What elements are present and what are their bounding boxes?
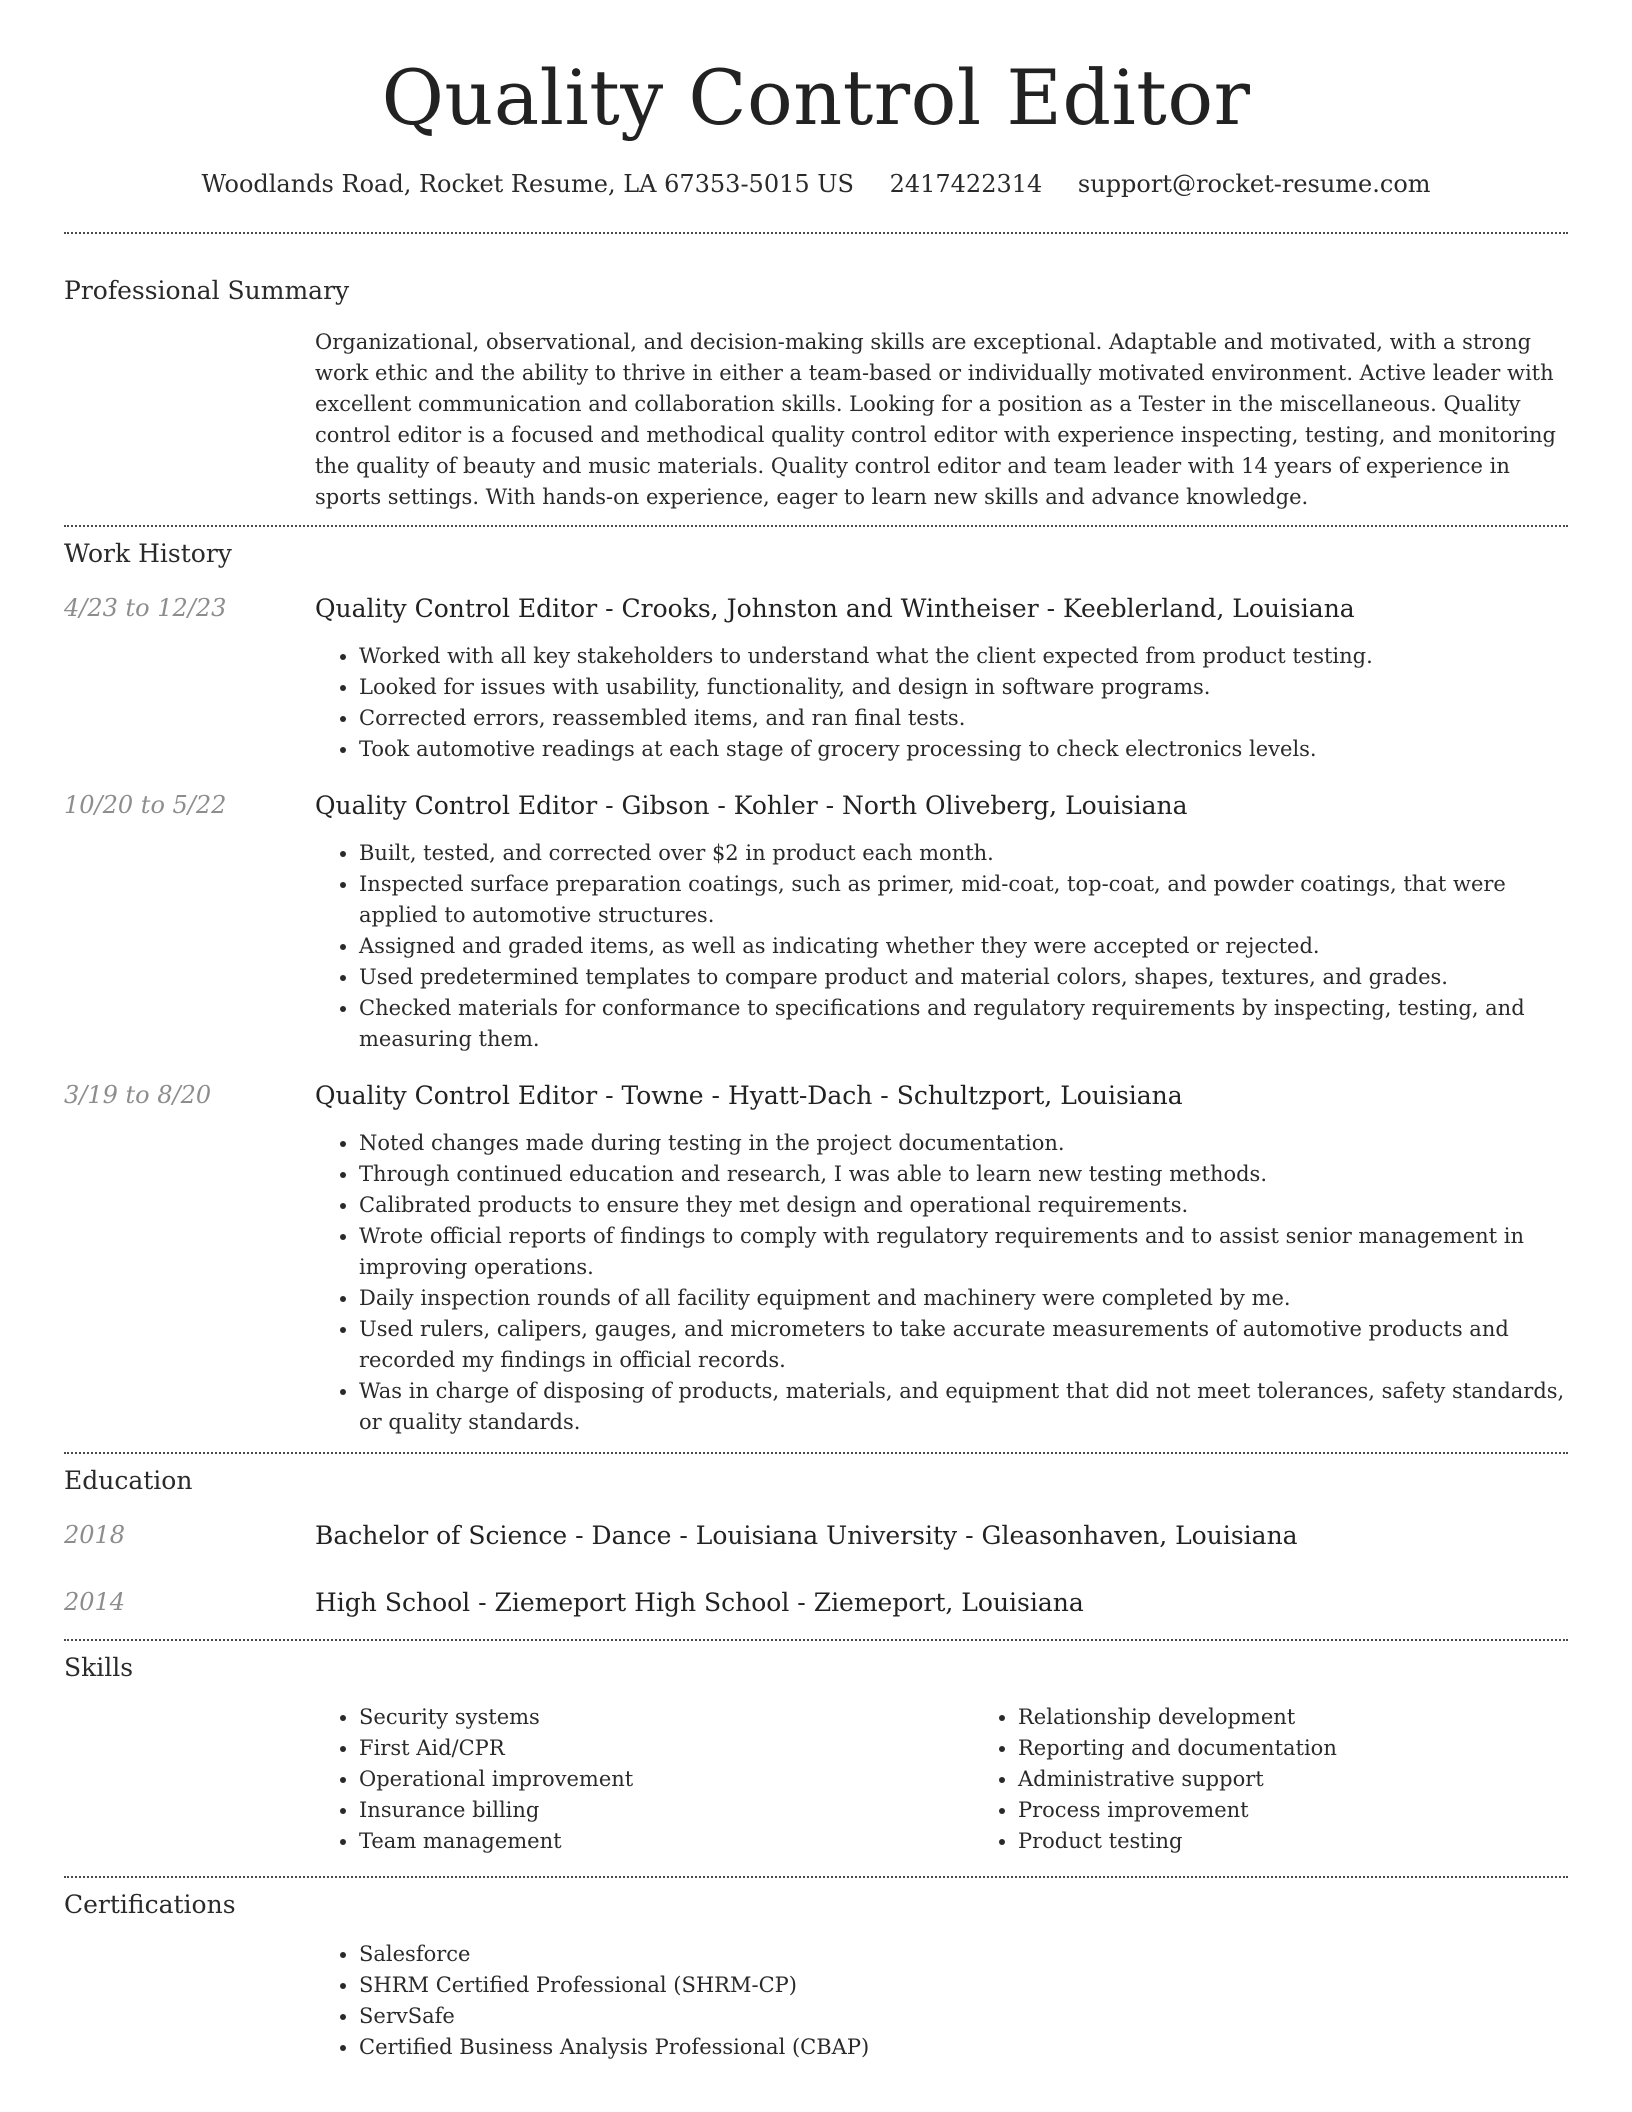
certifications-heading: Certifications [64, 1890, 236, 1919]
job-bullet: • Through continued education and research, I was able to learn new testing methods. [359, 1159, 1568, 1190]
certifications-row [64, 1939, 1568, 2063]
skills-section [64, 1653, 1568, 1857]
education-section [64, 1466, 1568, 1617]
job-dates: 3/19 to 8/20 [64, 1081, 212, 1109]
job-bullet: • Wrote official reports of findings to comply with regulatory requirements and to assist senior management in improving operations. [359, 1221, 1568, 1283]
skills-row [64, 1702, 1568, 1857]
section-divider [64, 1452, 1568, 1454]
skills-list-right [974, 1702, 1632, 1857]
job-bullet: • Calibrated products to ensure they met design and operational requirements. [359, 1190, 1568, 1221]
job-bullet: • Checked materials for conformance to specifications and regulatory requirements by inspecting, testing, and measuring them. [359, 993, 1568, 1055]
job-title: Quality Control Editor - Gibson - Kohler - North Oliveberg, Louisiana [315, 791, 1188, 820]
certifications-section [64, 1890, 1568, 2063]
summary-body [315, 327, 1568, 513]
certification-item: • Certified Business Analysis Professional (CBAP) [359, 2032, 1568, 2063]
skill-item: • Administrative support [1018, 1764, 1632, 1795]
education-title: High School - Ziemeport High School - Ziemeport, Louisiana [315, 1588, 1084, 1617]
skill-item: • Relationship development [1018, 1702, 1632, 1733]
summary-section [64, 276, 1568, 513]
education-year: 2018 [64, 1521, 126, 1549]
job-bullet: • Looked for issues with usability, functionality, and design in software programs. [359, 672, 1568, 703]
job-bullet: • Corrected errors, reassembled items, and ran final tests. [359, 703, 1568, 734]
skills-list-left [315, 1702, 974, 1857]
job-bullet: • Built, tested, and corrected over $2 in product each month. [359, 838, 1568, 869]
job-bullet: • Took automotive readings at each stage of grocery processing to check electronics levels. [359, 734, 1568, 765]
contact-email: support@rocket-resume.com [1077, 170, 1431, 198]
skill-item: • Reporting and documentation [1018, 1733, 1632, 1764]
job-bullet: • Noted changes made during testing in the project documentation. [359, 1128, 1568, 1159]
job-bullet: • Worked with all key stakeholders to understand what the client expected from product testing. [359, 641, 1568, 672]
education-entry [64, 1521, 1568, 1550]
skill-item: • Process improvement [1018, 1795, 1632, 1826]
job-bullet: • Was in charge of disposing of products, materials, and equipment that did not meet tolerances, safety standards, or quality standards. [359, 1376, 1568, 1438]
skills-heading: Skills [64, 1653, 134, 1682]
education-title: Bachelor of Science - Dance - Louisiana University - Gleasonhaven, Louisiana [315, 1521, 1298, 1550]
job-bullet: • Daily inspection rounds of all facility equipment and machinery were completed by me. [359, 1283, 1568, 1314]
job-dates: 10/20 to 5/22 [64, 791, 227, 819]
skills-columns [315, 1702, 1632, 1857]
skills-spacer [64, 1702, 315, 1857]
summary-spacer [64, 327, 315, 513]
work-history-heading: Work History [64, 539, 232, 568]
skill-item: • Operational improvement [359, 1764, 974, 1795]
certification-item: • SHRM Certified Professional (SHRM-CP) [359, 1970, 1568, 2001]
contact-address: Woodlands Road, Rocket Resume, LA 67353-5015 US [201, 170, 854, 198]
education-entry [64, 1588, 1568, 1617]
job-entry [64, 791, 1568, 1055]
section-divider [64, 232, 1568, 234]
section-divider [64, 525, 1568, 527]
skill-item: • Security systems [359, 1702, 974, 1733]
summary-heading: Professional Summary [64, 276, 350, 305]
job-dates: 4/23 to 12/23 [64, 594, 227, 622]
skill-item: • Insurance billing [359, 1795, 974, 1826]
skill-item: • Team management [359, 1826, 974, 1857]
job-entry [64, 1081, 1568, 1438]
job-bullet: • Used rulers, calipers, gauges, and micrometers to take accurate measurements of automotive products and recorded my findings in official records. [359, 1314, 1568, 1376]
job-bullet: • Assigned and graded items, as well as indicating whether they were accepted or rejected. [359, 931, 1568, 962]
work-history-section [64, 539, 1568, 1438]
certifications-body [315, 1939, 1568, 2063]
candidate-name: Quality Control Editor [381, 53, 1251, 142]
certification-item: • Salesforce [359, 1939, 1568, 1970]
certifications-spacer [64, 1939, 315, 2063]
summary-text: Organizational, observational, and decision-making skills are exceptional. Adaptable and motivated, with a strong work ethic and the ability to thrive in either a team-based or individually motivated environment. Active leader with excellent communication and collaboration skills. Looking for a position as a Tester in the miscellaneous. Quality control editor is a focused and methodical quality control editor with experience inspecting, testing, and monitoring the quality of beauty and music materials. Quality control editor and team leader with 14 years of experience in sports settings. With hands-on experience, eager to learn new skills and advance knowledge. [315, 330, 1556, 509]
resume-page [64, 0, 1568, 2063]
education-year: 2014 [64, 1588, 126, 1616]
certifications-list [315, 1939, 1568, 2063]
summary-row [64, 327, 1568, 513]
skill-item: • First Aid/CPR [359, 1733, 974, 1764]
job-bullets [315, 838, 1568, 1055]
education-heading: Education [64, 1466, 193, 1495]
section-divider [64, 1876, 1568, 1878]
certification-item: • ServSafe [359, 2001, 1568, 2032]
job-bullet: • Used predetermined templates to compare product and material colors, shapes, textures, and grades. [359, 962, 1568, 993]
contact-line [64, 170, 1568, 198]
skill-item: • Product testing [1018, 1826, 1632, 1857]
job-title: Quality Control Editor - Crooks, Johnston and Wintheiser - Keeblerland, Louisiana [315, 594, 1355, 623]
job-entry [64, 594, 1568, 765]
job-title: Quality Control Editor - Towne - Hyatt-Dach - Schultzport, Louisiana [315, 1081, 1183, 1110]
job-bullets [315, 1128, 1568, 1438]
job-bullet: • Inspected surface preparation coatings, such as primer, mid-coat, top-coat, and powder coatings, that were applied to automotive structures. [359, 869, 1568, 931]
job-bullets [315, 641, 1568, 765]
contact-phone: 2417422314 [889, 170, 1043, 198]
section-divider [64, 1639, 1568, 1641]
